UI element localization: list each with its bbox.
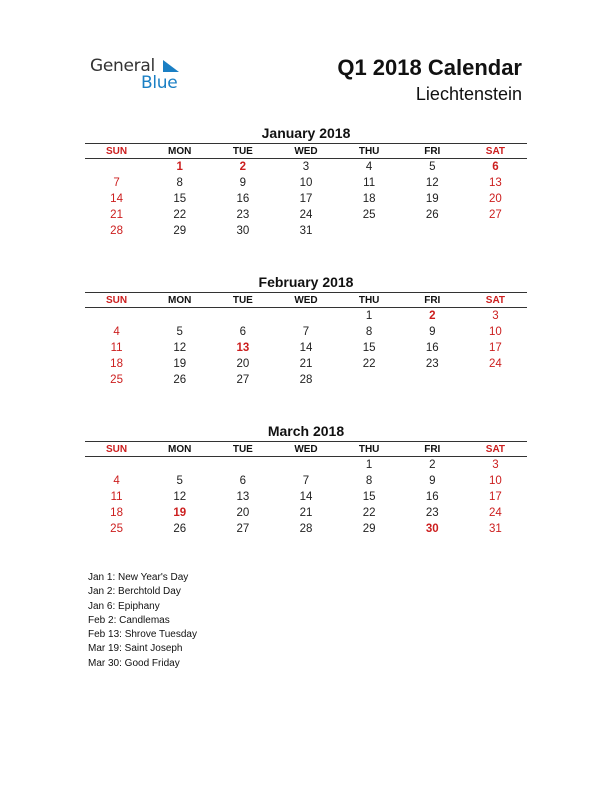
day-cell: 6: [492, 161, 499, 173]
logo-text-general: General: [90, 56, 155, 76]
day-cell: 11: [110, 491, 123, 503]
weekday-header: THU: [358, 443, 380, 455]
weekday-header: MON: [168, 294, 192, 306]
weekday-header: THU: [358, 145, 380, 157]
day-cell: 15: [173, 193, 187, 205]
day-cell: 16: [425, 342, 439, 354]
holiday-item: Jan 1: New Year's Day: [88, 572, 189, 583]
day-cell: 27: [489, 209, 502, 221]
week-row: [85, 159, 527, 175]
day-cell: 3: [302, 161, 310, 173]
day-cell: 13: [236, 491, 250, 503]
day-cell: 31: [489, 523, 502, 535]
weekday-header: TUE: [232, 145, 253, 157]
day-cell: 26: [173, 523, 187, 535]
weekday-header: SAT: [485, 443, 506, 455]
day-cell: 9: [429, 475, 436, 487]
day-cell: 22: [362, 507, 376, 519]
day-cell: 8: [176, 177, 183, 189]
weekday-header: MON: [168, 145, 192, 157]
day-cell: 19: [173, 507, 187, 519]
day-cell: 26: [173, 374, 187, 386]
month-calendar-march: [85, 422, 527, 537]
weekday-header: FRI: [424, 145, 441, 157]
day-cell: 22: [173, 209, 187, 221]
day-cell: 10: [489, 326, 502, 338]
weekday-header: SAT: [485, 145, 506, 157]
week-row: [85, 308, 527, 324]
day-cell: 14: [110, 193, 123, 205]
day-cell: 28: [110, 225, 123, 237]
holiday-item: Feb 13: Shrove Tuesday: [88, 629, 197, 641]
day-cell: 23: [236, 209, 250, 221]
weekday-header: THU: [358, 294, 380, 306]
day-cell: 13: [236, 342, 250, 354]
day-cell: 9: [239, 177, 247, 189]
holiday-item: Mar 19: Saint Joseph: [88, 643, 183, 655]
day-cell: 1: [365, 459, 373, 471]
day-cell: 21: [110, 209, 123, 221]
day-cell: 27: [236, 374, 250, 386]
month-title: January 2018: [261, 125, 351, 141]
day-cell: 21: [299, 358, 313, 370]
month-grid: [85, 308, 527, 388]
day-cell: 16: [425, 491, 439, 503]
day-cell: 1: [176, 161, 183, 173]
week-row: [85, 489, 527, 505]
day-cell: 18: [110, 358, 123, 370]
weekday-header: SUN: [106, 294, 128, 306]
day-cell: 14: [299, 491, 313, 503]
day-cell: 20: [236, 507, 250, 519]
day-cell: 8: [365, 475, 373, 487]
day-cell: 25: [110, 523, 123, 535]
weekday-header: WED: [294, 145, 318, 157]
day-cell: 2: [239, 161, 247, 173]
day-cell: 1: [365, 310, 373, 322]
day-cell: 7: [302, 326, 310, 338]
brand-logo: [90, 56, 190, 96]
day-cell: 20: [236, 358, 250, 370]
day-cell: 25: [362, 209, 376, 221]
week-row: [85, 340, 527, 356]
weekday-header: SUN: [106, 145, 128, 157]
weekday-header-row: [85, 292, 527, 308]
holiday-item: Jan 2: Berchtold Day: [88, 586, 181, 598]
day-cell: 6: [239, 326, 247, 338]
week-row: [85, 356, 527, 372]
weekday-header-row: [85, 143, 527, 159]
month-calendar-january: [85, 124, 527, 239]
week-row: [85, 207, 527, 223]
week-row: [85, 473, 527, 489]
month-calendar-february: [85, 273, 527, 388]
day-cell: 18: [362, 193, 376, 205]
day-cell: 10: [489, 475, 502, 487]
logo-text-blue: Blue: [141, 73, 178, 93]
day-cell: 13: [489, 177, 502, 189]
month-title: February 2018: [258, 274, 354, 290]
weekday-header: FRI: [424, 443, 441, 455]
day-cell: 15: [362, 491, 376, 503]
day-cell: 4: [113, 326, 120, 338]
day-cell: 28: [299, 523, 313, 535]
day-cell: 30: [425, 523, 439, 535]
day-cell: 7: [113, 177, 120, 189]
month-grid: [85, 457, 527, 537]
page-subtitle: Liechtenstein: [415, 84, 522, 104]
weekday-header: WED: [294, 443, 318, 455]
week-row: [85, 521, 527, 537]
week-row: [85, 457, 527, 473]
day-cell: 24: [489, 507, 502, 519]
day-cell: 30: [236, 225, 250, 237]
day-cell: 27: [236, 523, 250, 535]
weekday-header: FRI: [424, 294, 441, 306]
day-cell: 12: [425, 177, 439, 189]
day-cell: 5: [429, 161, 436, 173]
week-row: [85, 505, 527, 521]
logo-triangle-icon: [163, 60, 179, 72]
day-cell: 17: [489, 491, 502, 503]
day-cell: 12: [173, 491, 187, 503]
day-cell: 23: [425, 507, 439, 519]
weekday-header: TUE: [232, 443, 253, 455]
week-row: [85, 223, 527, 239]
day-cell: 11: [363, 177, 376, 189]
month-title: March 2018: [267, 423, 345, 439]
day-cell: 24: [299, 209, 313, 221]
page-title: Q1 2018 Calendar: [337, 55, 522, 80]
weekday-header: TUE: [232, 294, 253, 306]
holiday-item: Mar 30: Good Friday: [88, 657, 180, 669]
month-grid: [85, 159, 527, 239]
day-cell: 7: [302, 475, 310, 487]
day-cell: 17: [299, 193, 313, 205]
weekday-header-row: [85, 441, 527, 457]
day-cell: 18: [110, 507, 123, 519]
day-cell: 9: [429, 326, 436, 338]
holiday-item: Feb 2: Candlemas: [88, 614, 170, 626]
weekday-header: WED: [294, 294, 318, 306]
day-cell: 25: [110, 374, 123, 386]
day-cell: 21: [299, 507, 313, 519]
day-cell: 8: [365, 326, 373, 338]
day-cell: 24: [489, 358, 502, 370]
day-cell: 14: [299, 342, 313, 354]
day-cell: 31: [299, 225, 313, 237]
day-cell: 28: [299, 374, 313, 386]
holiday-list: [88, 571, 197, 671]
day-cell: 12: [173, 342, 187, 354]
weekday-header: SUN: [106, 443, 128, 455]
day-cell: 22: [362, 358, 376, 370]
weekday-header: SAT: [485, 294, 506, 306]
day-cell: 4: [365, 161, 373, 173]
week-row: [85, 372, 527, 388]
day-cell: 5: [176, 475, 183, 487]
week-row: [85, 191, 527, 207]
day-cell: 3: [492, 459, 499, 471]
day-cell: 29: [362, 523, 376, 535]
day-cell: 23: [425, 358, 439, 370]
week-row: [85, 324, 527, 340]
week-row: [85, 175, 527, 191]
day-cell: 2: [429, 310, 436, 322]
day-cell: 4: [113, 475, 120, 487]
day-cell: 19: [173, 358, 187, 370]
day-cell: 10: [299, 177, 313, 189]
day-cell: 19: [425, 193, 439, 205]
day-cell: 11: [110, 342, 123, 354]
day-cell: 16: [236, 193, 250, 205]
holiday-item: Jan 6: Epiphany: [88, 600, 160, 612]
day-cell: 26: [425, 209, 439, 221]
day-cell: 3: [492, 310, 499, 322]
day-cell: 5: [176, 326, 183, 338]
day-cell: 17: [489, 342, 502, 354]
day-cell: 15: [362, 342, 376, 354]
day-cell: 6: [239, 475, 247, 487]
day-cell: 29: [173, 225, 187, 237]
weekday-header: MON: [168, 443, 192, 455]
day-cell: 20: [489, 193, 502, 205]
day-cell: 2: [429, 459, 436, 471]
